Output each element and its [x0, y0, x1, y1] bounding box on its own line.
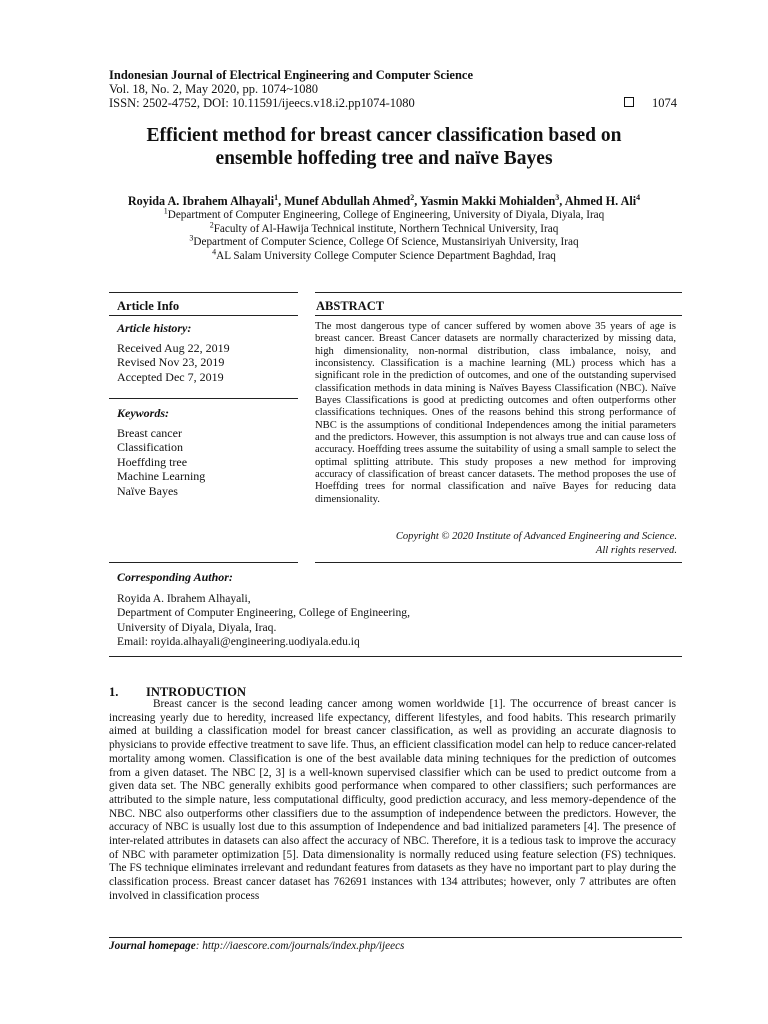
corresponding-univ: University of Diyala, Diyala, Iraq.: [117, 620, 277, 634]
corresponding-name: Royida A. Ibrahem Alhayali,: [117, 592, 251, 605]
author-name: Yasmin Makki Mohialden: [419, 194, 556, 208]
title-line-2: ensemble hoffeding tree and naïve Bayes: [215, 148, 553, 169]
affil-text: Faculty of Al-Hawija Technical institute, Northern Technical University, Iraq: [213, 222, 559, 235]
paper-title: [80, 124, 688, 170]
author-affil-mark: 2: [410, 192, 415, 202]
article-history-heading: Article history:: [117, 321, 192, 335]
keywords-heading: Keywords:: [117, 406, 169, 420]
title-line-1: Efficient method for breast cancer classification based on: [146, 125, 622, 146]
keyword-item: Classification: [117, 440, 183, 455]
affil-text: Department of Computer Engineering, College of Engineering, University of Diyala, Diyala, Iraq: [167, 209, 605, 221]
journal-name: Indonesian Journal of Electrical Engineering and Computer Science: [109, 68, 474, 82]
keyword-item: Hoeffding tree: [117, 454, 188, 469]
article-history-list: [117, 341, 230, 384]
author-list: [80, 194, 688, 209]
abstract-text: The most dangerous type of cancer suffered by women above 35 years of age is breast cancer. Breast Cancer datasets are normally characterized by missing data, high dimensionality, non-normal distribution, class imbalance, noisy, and inconsistency. Classification is a machine learning (ML) process which has a significant role in the prediction of outcomes, and one of the outstanding supervised classification methods in data mining is Naïves Bayess Classification (NBC). Naïve Bayes Classifications is good at predicting outcomes and often outperforms other classifications techniques. Ones of the reasons behind this strong performance of NBC is the assumptions of conditional Independences among the initial parameters and the predictors. However, this assumption is not always true and can cause loss of accuracy. Hoeffding trees assume the suitability of using a small sample to select the optimal splitting attribute. This study proposes a new method for improving accuracy of classification of breast cancer datasets. The method proposes the use of Hoeffding trees for normal classification and naïve Bayes for reducing data dimensionality.: [315, 321, 676, 505]
corresponding-bottom-rule: [109, 656, 682, 657]
abstract-heading: ABSTRACT: [316, 299, 385, 313]
author-separator: ,: [414, 194, 420, 208]
affil-mark: 2: [209, 219, 214, 229]
author-name: Royida A. Ibrahem Alhayali: [127, 194, 275, 208]
author-affil-mark: 1: [274, 192, 279, 202]
corresponding-author-block: [117, 592, 410, 650]
keyword-item: Machine Learning: [117, 469, 206, 484]
affiliation: [80, 206, 688, 223]
affiliation: [80, 233, 688, 250]
affiliation: [80, 219, 688, 237]
article-info-head-rule: [109, 315, 298, 316]
page-number-block: [624, 96, 677, 111]
copyright-line: Copyright © 2020 Institute of Advanced Engineering and Science.: [395, 531, 677, 542]
abstract-head-rule: [315, 315, 682, 316]
author-separator: ,: [559, 194, 565, 208]
rights-line: All rights reserved.: [595, 544, 677, 556]
section-title: INTRODUCTION: [146, 685, 247, 699]
received-date: Received Aug 22, 2019: [117, 341, 230, 355]
abstract-top-rule: [315, 292, 682, 293]
corresponding-email: Email: royida.alhayali@engineering.uodiyala.edu.iq: [117, 635, 360, 649]
keywords-list: [117, 426, 205, 498]
affil-mark: 3: [189, 233, 194, 243]
footer-rule: [109, 937, 682, 938]
page-number: 1074: [652, 96, 677, 110]
author-name: Munef Abdullah Ahmed: [284, 194, 411, 208]
keyword-item: Breast cancer: [117, 426, 182, 440]
keyword-item: Naïve Bayes: [117, 483, 178, 498]
author-separator: ,: [278, 194, 285, 208]
affil-text: AL Salam University College Computer Science Department Baghdad, Iraq: [216, 249, 556, 262]
accepted-date: Accepted Dec 7, 2019: [117, 369, 224, 384]
introduction-paragraph: Breast cancer is the second leading cancer among women worldwide [1]. The occurrence of breast cancer is increasing yearly due to heredity, increased life expectancy, different lifestyles, and food habits. This research primarily aimed at building a classification model for breast cancer classification, as well as providing an accurate diagnosis to physicians to provide effective treatment to save life. Thus, an efficient classification model can help to reduce cancer-related mortality among women. Classification is one of the best available data mining techniques for the prediction of outcomes from a given dataset. The NBC [2, 3] is a well-known supervised classifier which can be used to predict outcome from a given data set. The NBC generally exhibits good performance when compared to other classifiers; such performances are attributed to the simple nature, less computational difficulty, good prediction accuracy, and less memory-dependence of the NBC. NBC also outperforms other classifiers due to the assumption of independence between the predictors. However, the accuracy of NBC is usually lost due to this assumption of Independence and bad initialized parameters [4]. The presence of inter-related attributes in datasets can also affect the accuracy of NBC. Therefore, it is a tedious task to improve the accuracy of NBC with parameter optimization [5]. Data dimensionality is normally reduced using feature selection (FS) techniques. The FS technique eliminates irrelevant and redundant features from datasets as they have no important part to play during the classification process. Breast cancer dataset has 762691 instances with 134 attributes; however, only 7 attributes are often involved in classification process: [109, 698, 676, 902]
journal-homepage-label: Journal homepage: [109, 940, 196, 952]
article-info-top-rule: [109, 292, 298, 293]
square-bullet-icon: [624, 97, 634, 107]
issn-line: ISSN: 2502-4752, DOI: 10.11591/ijeecs.v18.i2.pp1074-1080: [109, 96, 415, 110]
author-affil-mark: 4: [636, 192, 641, 202]
journal-homepage-link[interactable]: : http://iaescore.com/journals/index.php/ijeecs: [195, 940, 405, 952]
revised-date: Revised Nov 23, 2019: [117, 355, 225, 370]
history-keywords-rule: [109, 398, 298, 399]
author-name: Ahmed H. Ali: [564, 194, 637, 208]
section-number: 1.: [109, 685, 119, 699]
article-info-heading: Article Info: [117, 299, 180, 313]
abstract-bottom-rule: [315, 562, 682, 563]
affil-text: Department of Computer Science, College Of Science, Mustansiriyah University, Iraq: [193, 236, 579, 248]
volume-line: Vol. 18, No. 2, May 2020, pp. 1074~1080: [109, 82, 318, 96]
article-info-bottom-rule: [109, 562, 298, 563]
corresponding-dept: Department of Computer Engineering, College of Engineering,: [117, 606, 410, 620]
corresponding-author-heading: Corresponding Author:: [117, 570, 233, 584]
affil-mark: 1: [163, 206, 168, 216]
journal-homepage: [109, 940, 404, 952]
affiliation: [80, 246, 688, 264]
author-affil-mark: 3: [555, 192, 560, 202]
affil-mark: 4: [212, 246, 217, 256]
copyright-notice: [396, 530, 677, 557]
